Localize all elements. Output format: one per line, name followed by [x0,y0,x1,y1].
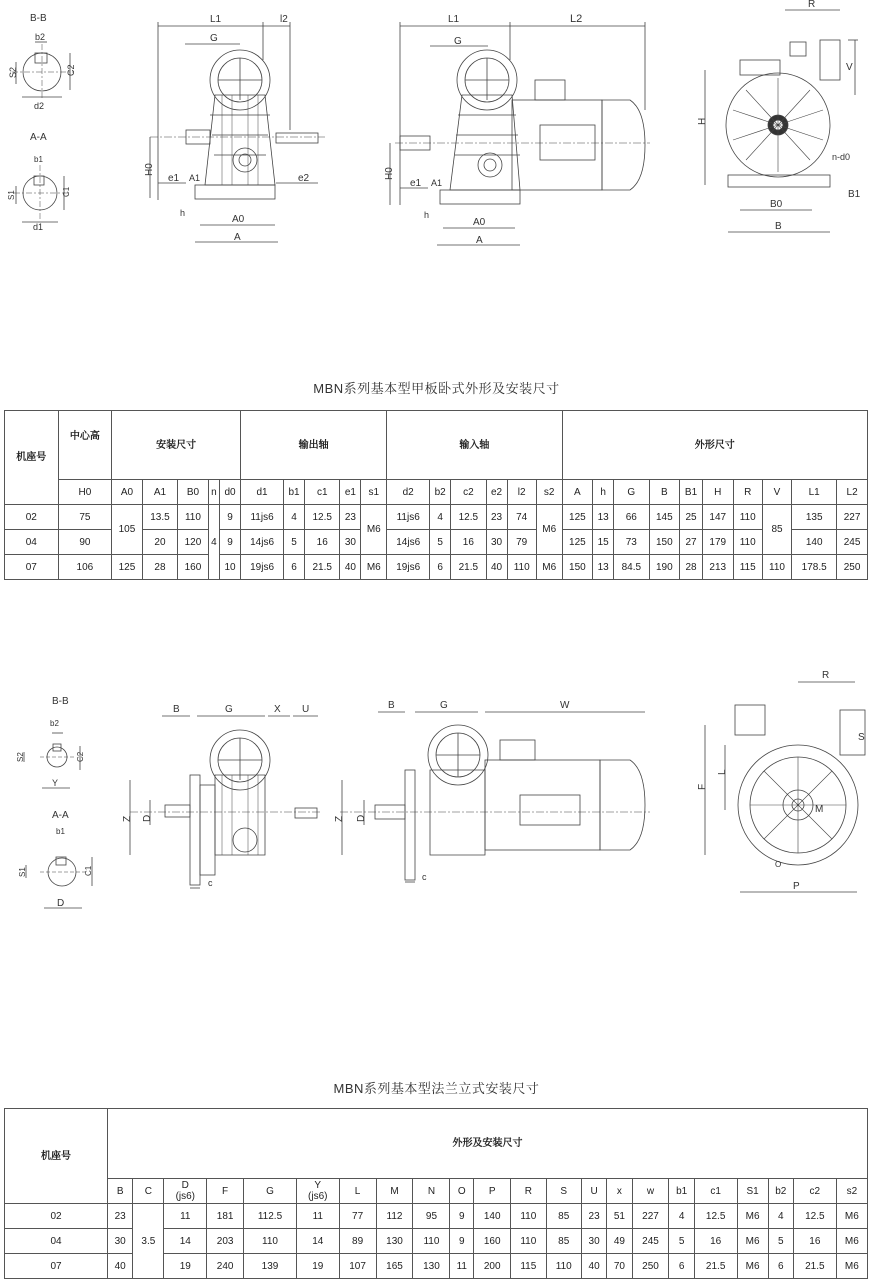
foot-mount-drawing [0,0,873,250]
dim-B: B [775,221,782,232]
flange-motor-view [334,700,650,882]
header-v: V [762,480,791,505]
cell-model: 04 [5,1229,108,1254]
cell-v: 85 [762,505,791,555]
table1-header-row [5,480,868,505]
dim-V: V [846,62,853,73]
cell-r: 110 [733,530,762,555]
cell-l2: 79 [507,530,536,555]
cell-c1: 12.5 [305,505,340,530]
header-b1: b1 [669,1179,694,1204]
header-h: H [702,480,733,505]
cell-r: 115 [733,555,762,580]
dim-b2-2: b2 [50,719,59,728]
dim-c2-2: C2 [76,751,85,762]
cell-a: 125 [562,505,593,530]
label-bb-2: B-B [52,696,69,707]
cell-e1: 23 [340,505,361,530]
cell-l: 89 [339,1229,376,1254]
dim-e2: e2 [298,173,310,184]
dim-H: H [697,117,708,125]
dim-d2: d2 [34,101,45,111]
cell-h: 13 [593,555,614,580]
cell-g: 84.5 [614,555,649,580]
cell-l2: 74 [507,505,536,530]
dim-G-4: G [440,700,448,711]
dim-A0-2: A0 [473,217,486,228]
dim-nd0: n-d0 [832,152,851,162]
dim-U: U [302,704,310,715]
cell-l1: 140 [792,530,837,555]
flange-mount-drawing [0,660,873,910]
table1-title: MBN系列基本型甲板卧式外形及安装尺寸 [313,381,560,396]
group-outline-2: 外形及安装尺寸 [108,1109,868,1179]
cell-d2: 14js6 [387,530,430,555]
cell-f: 181 [207,1204,244,1229]
header-l2: l2 [507,480,536,505]
cell-p: 140 [474,1204,511,1229]
header-s2: s2 [836,1179,867,1204]
header-d: D (js6) [164,1179,207,1204]
header-f: F [207,1179,244,1204]
cell-u: 40 [581,1254,606,1279]
cell-s2: M6 [836,1229,867,1254]
cell-d: 14 [164,1229,207,1254]
header-c2: c2 [451,480,486,505]
dim-M: M [815,804,824,815]
cell-a0: 125 [112,555,143,580]
cell-c: 3.5 [133,1204,164,1279]
cell-d: 19 [164,1254,207,1279]
group-install: 安装尺寸 [112,411,241,480]
cell-o: 11 [450,1254,474,1279]
header-e1: e1 [340,480,361,505]
header-u: U [581,1179,606,1204]
cell-r: 115 [511,1254,546,1279]
table2-title: MBN系列基本型法兰立式安装尺寸 [333,1081,540,1096]
header-h0: H0 [58,480,112,505]
table2-header-row [5,1179,868,1204]
cell-e2: 30 [486,530,507,555]
cell-b: 150 [649,530,680,555]
cell-d: 11 [164,1204,207,1229]
flange-reducer-view [122,704,320,888]
header-y: Y (js6) [296,1179,339,1204]
dim-c2: C2 [66,64,76,76]
header-c: C [133,1179,164,1204]
header-l: L [339,1179,376,1204]
cell-b: 30 [108,1229,133,1254]
cell-a: 150 [562,555,593,580]
cell-g: 139 [244,1254,297,1279]
cell-b0: 110 [178,505,209,530]
cell-b2: 6 [430,555,451,580]
group-outline: 外形尺寸 [562,411,867,480]
cell-b1: 6 [284,555,305,580]
cell-l1: 135 [792,505,837,530]
header-g: G [244,1179,297,1204]
cell-b0: 160 [178,555,209,580]
label-bb: B-B [30,13,47,24]
cell-l2: 227 [837,505,868,530]
cell-w: 250 [632,1254,669,1279]
cell-n: 4 [208,505,219,580]
dim-B1: B1 [848,189,861,200]
cell-w: 227 [632,1204,669,1229]
cell-b: 190 [649,555,680,580]
cell-c1: 21.5 [694,1254,737,1279]
dim-A1-2: A1 [431,178,443,188]
header-b0: B0 [178,480,209,505]
group-output: 输出轴 [241,411,387,480]
dim-c-2: c [422,872,427,882]
cell-a0: 105 [112,505,143,555]
cell-e2: 40 [486,555,507,580]
cell-b: 145 [649,505,680,530]
cell-b1: 6 [669,1254,694,1279]
cell-l2: 250 [837,555,868,580]
cell-model: 04 [5,530,59,555]
dim-R-2: R [822,670,830,681]
dim-B0: B0 [770,199,783,210]
dim-A1: A1 [189,173,201,183]
cell-m: 165 [376,1254,413,1279]
reducer-front-view [144,14,325,243]
cell-l2: 110 [507,555,536,580]
cell-h: 213 [702,555,733,580]
dim-W: W [560,700,570,711]
cell-h0: 75 [58,505,112,530]
cell-d1: 19js6 [241,555,284,580]
cell-l1: 178.5 [792,555,837,580]
header-b2: b2 [768,1179,793,1204]
cell-e1: 40 [340,555,361,580]
dim-L: L [717,769,728,775]
dim-X: X [274,704,281,715]
cell-e2: 23 [486,505,507,530]
cell-n: 95 [413,1204,450,1229]
cell-d0: 9 [220,505,241,530]
cell-b0: 120 [178,530,209,555]
dim-b1: b1 [34,155,43,164]
dim-h-2: h [424,210,430,220]
cell-h: 179 [702,530,733,555]
cell-c2: 12.5 [451,505,486,530]
header-s1: s1 [361,480,387,505]
cell-r: 110 [511,1229,546,1254]
cell-a1: 13.5 [142,505,177,530]
cell-s2: M6 [836,1204,867,1229]
cell-s1: M6 [361,505,387,555]
dim-c1: C1 [62,186,71,197]
cell-m: 130 [376,1229,413,1254]
cell-model: 02 [5,1204,108,1229]
col-center: 中心高 [58,411,112,480]
cell-f: 240 [207,1254,244,1279]
dim-D-3: D [356,814,367,822]
dim-A0: A0 [232,214,245,225]
dim-c1-2: C1 [84,865,93,876]
cell-s: 85 [546,1229,581,1254]
cell-c2: 12.5 [793,1204,836,1229]
cell-s: 85 [546,1204,581,1229]
cell-c1: 12.5 [694,1204,737,1229]
cell-e1: 30 [340,530,361,555]
table-row [5,1204,868,1229]
header-m: M [376,1179,413,1204]
cell-h: 15 [593,530,614,555]
foot-mount-table [4,410,868,580]
dim-A: A [234,232,241,243]
group-input: 输入轴 [387,411,562,480]
cell-d0: 9 [220,530,241,555]
cell-x: 51 [607,1204,632,1229]
dim-l2: l2 [280,14,288,25]
label-aa: A-A [30,132,47,143]
dim-L1-2: L1 [448,14,460,25]
dim-e1: e1 [168,173,180,184]
cell-s1: M6 [737,1254,768,1279]
cell-b2: 4 [768,1204,793,1229]
dim-Y: Y [52,778,59,788]
cell-y: 11 [296,1204,339,1229]
cell-u: 30 [581,1229,606,1254]
cell-d2: 19js6 [387,555,430,580]
cell-s1: M6 [361,555,387,580]
dim-s2-2: S2 [16,752,25,762]
header-e2: e2 [486,480,507,505]
cell-c2: 16 [793,1229,836,1254]
cell-model: 07 [5,555,59,580]
cell-a: 125 [562,530,593,555]
cell-s2: M6 [536,555,562,580]
dim-L2: L2 [570,13,583,25]
cell-b1: 5 [284,530,305,555]
header-d0: d0 [220,480,241,505]
dim-B-2: B [173,704,180,715]
cell-l: 107 [339,1254,376,1279]
cell-g: 73 [614,530,649,555]
dim-s2: S2 [8,66,18,78]
cell-d0: 10 [220,555,241,580]
dim-D: D [57,898,65,909]
cell-c2: 21.5 [793,1254,836,1279]
header-a1: A1 [142,480,177,505]
cell-a1: 20 [142,530,177,555]
dim-H0-2: H0 [384,167,395,180]
dim-d1: d1 [33,222,44,232]
cell-y: 19 [296,1254,339,1279]
header-n: n [208,480,219,505]
dim-b1-2: b1 [56,827,65,836]
table-row [5,505,868,530]
col-model: 机座号 [5,411,59,505]
header-b2: b2 [430,480,451,505]
dim-G-3: G [225,704,233,715]
dim-Z-2: Z [334,815,345,822]
cell-b2: 4 [430,505,451,530]
cell-b: 40 [108,1254,133,1279]
cell-b1: 28 [680,555,703,580]
header-l2: L2 [837,480,868,505]
table-row [5,555,868,580]
cell-g: 112.5 [244,1204,297,1229]
cell-c2: 21.5 [451,555,486,580]
cell-f: 203 [207,1229,244,1254]
header-o: O [450,1179,474,1204]
cell-s1: M6 [737,1204,768,1229]
cell-o: 9 [450,1229,474,1254]
cell-y: 14 [296,1229,339,1254]
cell-v: 110 [762,555,791,580]
cell-b1: 25 [680,505,703,530]
cell-b2: 5 [430,530,451,555]
cell-r: 110 [511,1204,546,1229]
dim-h: h [180,208,186,218]
cell-a1: 28 [142,555,177,580]
dim-c: c [208,878,213,888]
cell-b1: 4 [669,1204,694,1229]
cell-u: 23 [581,1204,606,1229]
dim-G: G [210,33,218,44]
cell-s: 110 [546,1254,581,1279]
cell-d1: 11js6 [241,505,284,530]
header-s1: S1 [737,1179,768,1204]
cell-x: 70 [607,1254,632,1279]
cell-s2: M6 [836,1254,867,1279]
header-s2: s2 [536,480,562,505]
reducer-end-view [697,0,861,232]
cell-b1: 27 [680,530,703,555]
cell-w: 245 [632,1229,669,1254]
cell-c1: 21.5 [305,555,340,580]
dim-s1-2: S1 [18,867,27,877]
header-x: x [607,1179,632,1204]
header-a0: A0 [112,480,143,505]
flange-mount-table [4,1108,868,1279]
label-aa-2: A-A [52,810,69,821]
cell-b1: 4 [284,505,305,530]
dim-b2: b2 [35,32,46,42]
cell-c1: 16 [694,1229,737,1254]
cell-r: 110 [733,505,762,530]
header-b1: B1 [680,480,703,505]
cell-m: 112 [376,1204,413,1229]
header-b: B [649,480,680,505]
header-r: R [511,1179,546,1204]
header-c1: c1 [305,480,340,505]
dim-A-2: A [476,235,483,246]
header-a: A [562,480,593,505]
cell-g: 66 [614,505,649,530]
dim-F: F [697,783,708,790]
dim-Z: Z [122,815,133,822]
cell-d1: 14js6 [241,530,284,555]
header-l1: L1 [792,480,837,505]
dim-s1: S1 [7,190,16,200]
flange-end-view [697,670,873,892]
cell-d2: 11js6 [387,505,430,530]
cell-g: 110 [244,1229,297,1254]
cell-b2: 6 [768,1254,793,1279]
dim-B-3: B [388,700,395,711]
header-d1: d1 [241,480,284,505]
dim-O: O [775,860,782,869]
dim-e1-2: e1 [410,178,422,189]
header-s: S [546,1179,581,1204]
cell-model: 02 [5,505,59,530]
header-g: G [614,480,649,505]
header-b1: b1 [284,480,305,505]
cell-c1: 16 [305,530,340,555]
header-c2: c2 [793,1179,836,1204]
cell-model: 07 [5,1254,108,1279]
dim-P: P [793,881,800,892]
dim-G-2: G [454,36,462,47]
cell-b1: 5 [669,1229,694,1254]
header-p: P [474,1179,511,1204]
dim-D-2: D [142,814,153,822]
cell-o: 9 [450,1204,474,1229]
cell-h: 147 [702,505,733,530]
dim-H0: H0 [144,163,155,176]
header-r: R [733,480,762,505]
col-model-2: 机座号 [5,1109,108,1204]
cell-b: 23 [108,1204,133,1229]
cell-x: 49 [607,1229,632,1254]
cell-l: 77 [339,1204,376,1229]
cell-h0: 106 [58,555,112,580]
cell-b2: 5 [768,1229,793,1254]
dim-L1: L1 [210,14,222,25]
dim-R: R [808,0,816,10]
header-d2: d2 [387,480,430,505]
cell-h: 13 [593,505,614,530]
header-n: N [413,1179,450,1204]
dim-S: S [858,732,865,743]
cell-p: 160 [474,1229,511,1254]
cell-s1: M6 [737,1229,768,1254]
reducer-motor-view [384,13,650,246]
header-b: B [108,1179,133,1204]
cell-s2: M6 [536,505,562,555]
header-w: w [632,1179,669,1204]
cell-c2: 16 [451,530,486,555]
cell-l2: 245 [837,530,868,555]
cell-n: 110 [413,1229,450,1254]
header-h: h [593,480,614,505]
header-c1: c1 [694,1179,737,1204]
cell-n: 130 [413,1254,450,1279]
cell-p: 200 [474,1254,511,1279]
cell-h0: 90 [58,530,112,555]
